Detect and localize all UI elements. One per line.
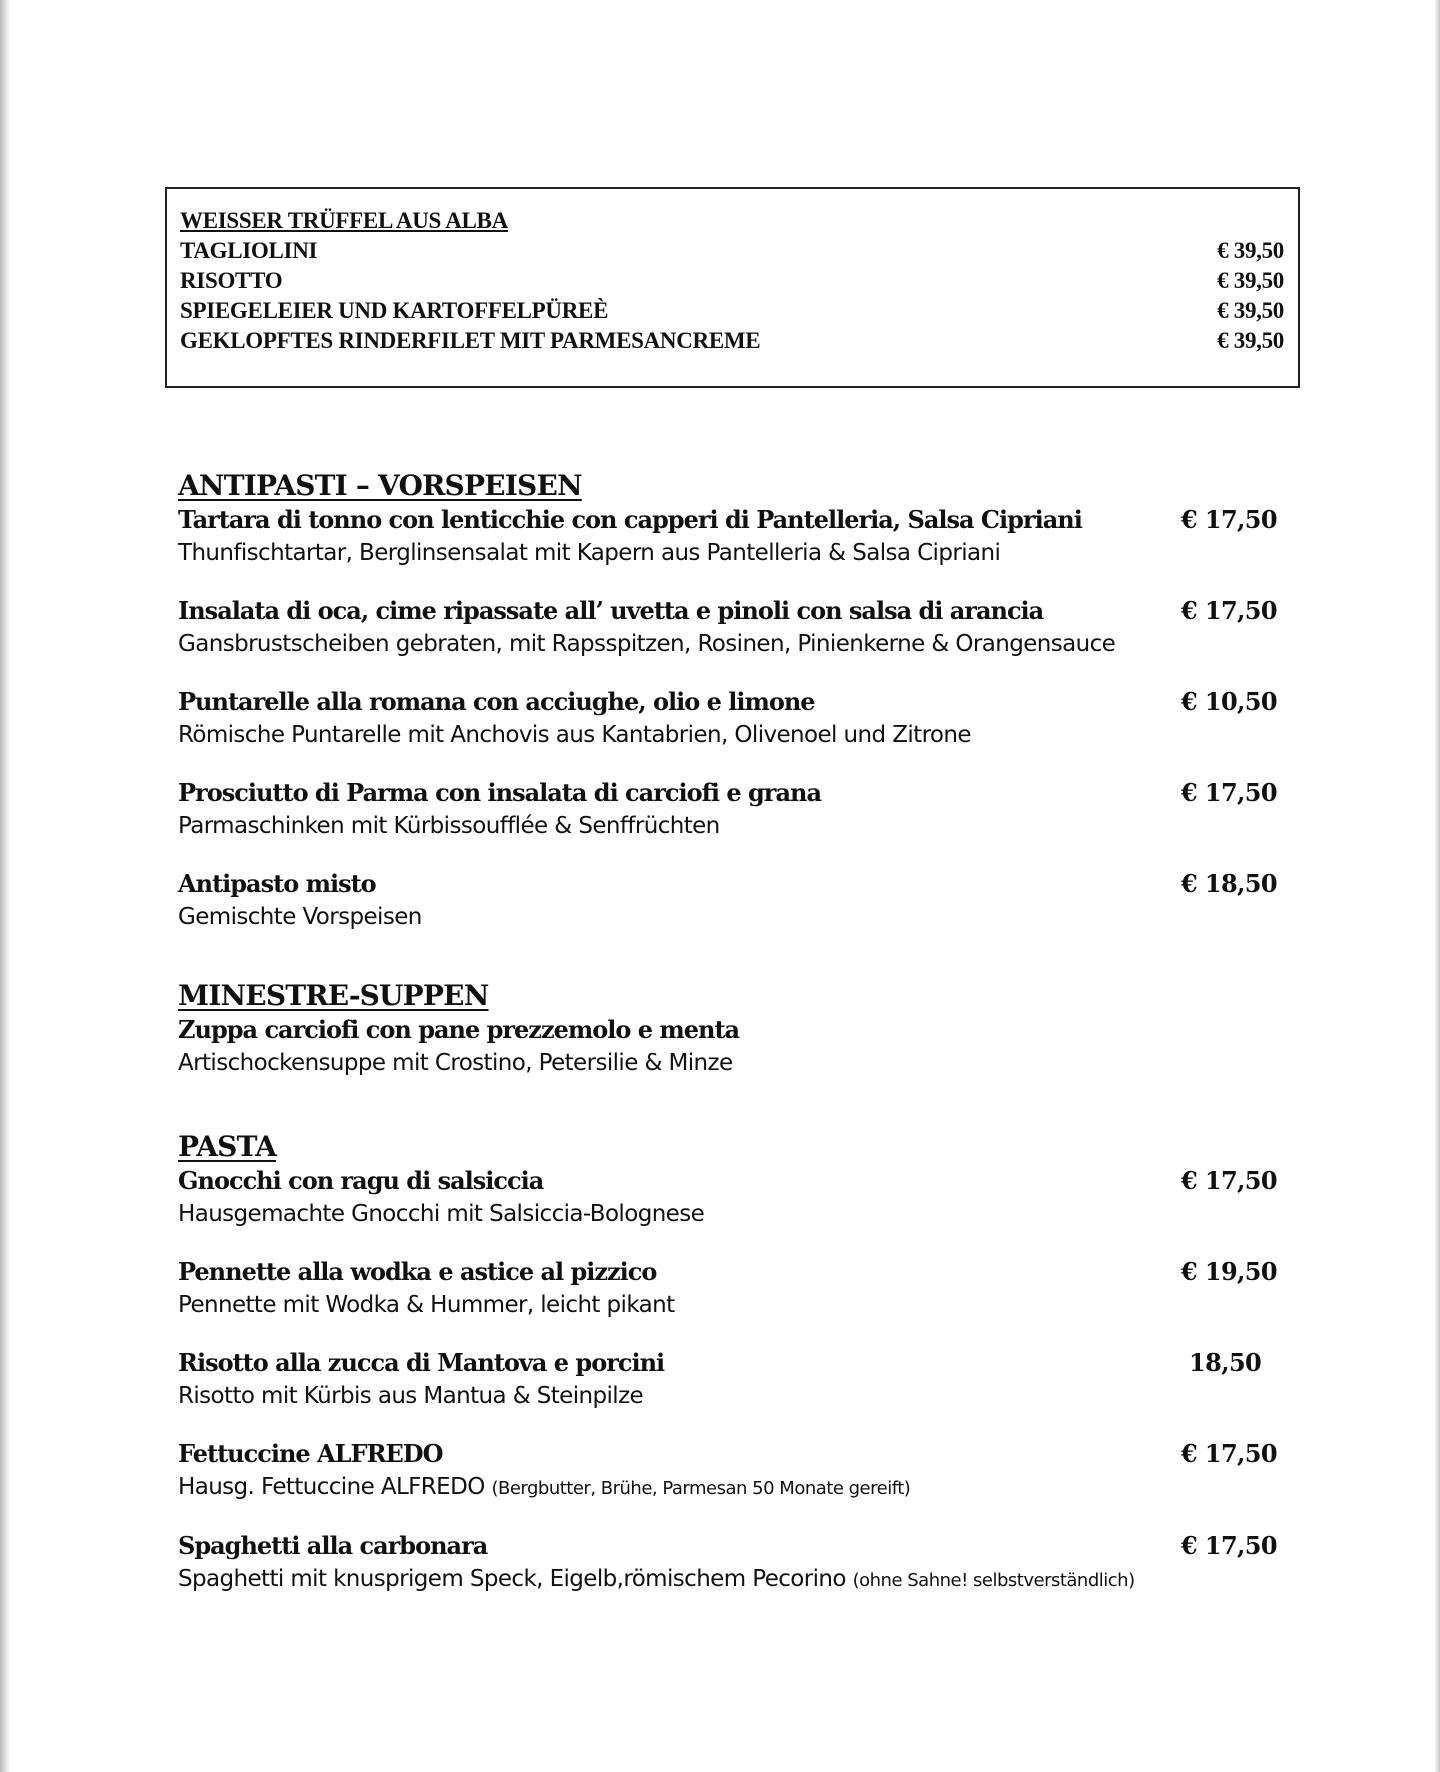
menu-item bbox=[178, 594, 1293, 661]
menu-item-note: (ohne Sahne! selbstverständlich) bbox=[852, 1570, 1135, 1591]
menu-item bbox=[178, 776, 1293, 843]
menu-item-price: € 19,50 bbox=[1181, 1257, 1278, 1286]
menu-item bbox=[178, 503, 1293, 570]
menu-item-price: € 10,50 bbox=[1181, 687, 1278, 716]
truffle-item-price: € 39,50 bbox=[1217, 238, 1284, 263]
menu-item-description bbox=[178, 1471, 1293, 1505]
menu-item bbox=[178, 1013, 1293, 1080]
menu-item-description: Artischockensuppe mit Crostino, Petersilie & Minze bbox=[178, 1050, 733, 1076]
menu-item-description: Risotto mit Kürbis aus Mantua & Steinpilze bbox=[178, 1383, 644, 1409]
menu-item bbox=[178, 867, 1293, 934]
menu-item-price: € 17,50 bbox=[1181, 505, 1278, 534]
minestre-section bbox=[178, 979, 1293, 1104]
menu-item-name: Prosciutto di Parma con insalata di carciofi e grana bbox=[178, 778, 821, 807]
truffle-item-name: SPIEGELEIER UND KARTOFFELPÜREÈ bbox=[180, 298, 609, 323]
page-edge-shadow-right bbox=[1434, 0, 1440, 1772]
menu-item-price: € 17,50 bbox=[1181, 1531, 1278, 1560]
truffle-item bbox=[180, 266, 1284, 296]
menu-item-name: Antipasto misto bbox=[178, 869, 376, 898]
menu-item bbox=[178, 1164, 1293, 1231]
menu-item-description: Römische Puntarelle mit Anchovis aus Kantabrien, Olivenoel und Zitrone bbox=[178, 722, 971, 748]
menu-item-name: Spaghetti alla carbonara bbox=[178, 1531, 488, 1560]
truffle-title: WEISSER TRÜFFEL AUS ALBA bbox=[180, 208, 508, 233]
menu-item-description: Gemischte Vorspeisen bbox=[178, 904, 422, 930]
section-title-minestre: MINESTRE-SUPPEN bbox=[178, 979, 489, 1012]
menu-item-description bbox=[178, 1563, 1293, 1597]
menu-item-name: Tartara di tonno con lenticchie con capperi di Pantelleria, Salsa Cipriani bbox=[178, 505, 1082, 534]
section-title-pasta: PASTA bbox=[178, 1130, 276, 1163]
truffle-special-box bbox=[165, 187, 1300, 388]
menu-item-description: Thunfischtartar, Berglinsensalat mit Kapern aus Pantelleria & Salsa Cipriani bbox=[178, 540, 1001, 566]
truffle-item-price: € 39,50 bbox=[1217, 298, 1284, 323]
menu-item bbox=[178, 1437, 1293, 1505]
menu-item-name: Pennette alla wodka e astice al pizzico bbox=[178, 1257, 657, 1286]
menu-item-price: € 17,50 bbox=[1181, 596, 1278, 625]
menu-item-name: Gnocchi con ragu di salsiccia bbox=[178, 1166, 544, 1195]
menu-item-price: € 17,50 bbox=[1181, 1166, 1278, 1195]
menu-item-price: 18,50 bbox=[1189, 1348, 1262, 1377]
menu-item bbox=[178, 1529, 1293, 1597]
menu-item-name: Risotto alla zucca di Mantova e porcini bbox=[178, 1348, 665, 1377]
menu-item-price: € 17,50 bbox=[1181, 1439, 1278, 1468]
section-title-antipasti: ANTIPASTI – VORSPEISEN bbox=[178, 469, 582, 502]
menu-item bbox=[178, 685, 1293, 752]
page-edge-shadow-left bbox=[0, 0, 10, 1772]
menu-item bbox=[178, 1255, 1293, 1322]
menu-item-description: Parmaschinken mit Kürbissoufflée & Senffrüchten bbox=[178, 813, 720, 839]
menu-item-price: € 18,50 bbox=[1181, 869, 1278, 898]
truffle-item-name: TAGLIOLINI bbox=[180, 238, 318, 263]
pasta-section bbox=[178, 1130, 1293, 1621]
menu-item-description: Hausgemachte Gnocchi mit Salsiccia-Bolognese bbox=[178, 1201, 705, 1227]
truffle-item-name: RISOTTO bbox=[180, 268, 283, 293]
antipasti-section bbox=[178, 469, 1293, 958]
menu-item-name: Insalata di oca, cime ripassate all’ uvetta e pinoli con salsa di arancia bbox=[178, 596, 1044, 625]
truffle-item-price: € 39,50 bbox=[1217, 268, 1284, 293]
menu-item-note: (Bergbutter, Brühe, Parmesan 50 Monate gereift) bbox=[491, 1478, 911, 1499]
menu-item-description-text: Spaghetti mit knusprigem Speck, Eigelb,römischem Pecorino bbox=[178, 1566, 846, 1592]
truffle-item bbox=[180, 296, 1284, 326]
menu-item-name: Zuppa carciofi con pane prezzemolo e menta bbox=[178, 1015, 740, 1044]
menu-item-price: € 17,50 bbox=[1181, 778, 1278, 807]
truffle-item-price: € 39,50 bbox=[1217, 328, 1284, 353]
menu-item-description: Gansbrustscheiben gebraten, mit Rapsspitzen, Rosinen, Pinienkerne & Orangensauce bbox=[178, 631, 1116, 657]
menu-item bbox=[178, 1346, 1293, 1413]
truffle-item bbox=[180, 326, 1284, 356]
menu-item-description-text: Hausg. Fettuccine ALFREDO bbox=[178, 1474, 485, 1500]
menu-item-name: Puntarelle alla romana con acciughe, olio e limone bbox=[178, 687, 815, 716]
truffle-item-name: GEKLOPFTES RINDERFILET MIT PARMESANCREME bbox=[180, 328, 761, 353]
menu-item-description: Pennette mit Wodka & Hummer, leicht pikant bbox=[178, 1292, 675, 1318]
menu-item-name: Fettuccine ALFREDO bbox=[178, 1439, 443, 1468]
truffle-item bbox=[180, 236, 1284, 266]
